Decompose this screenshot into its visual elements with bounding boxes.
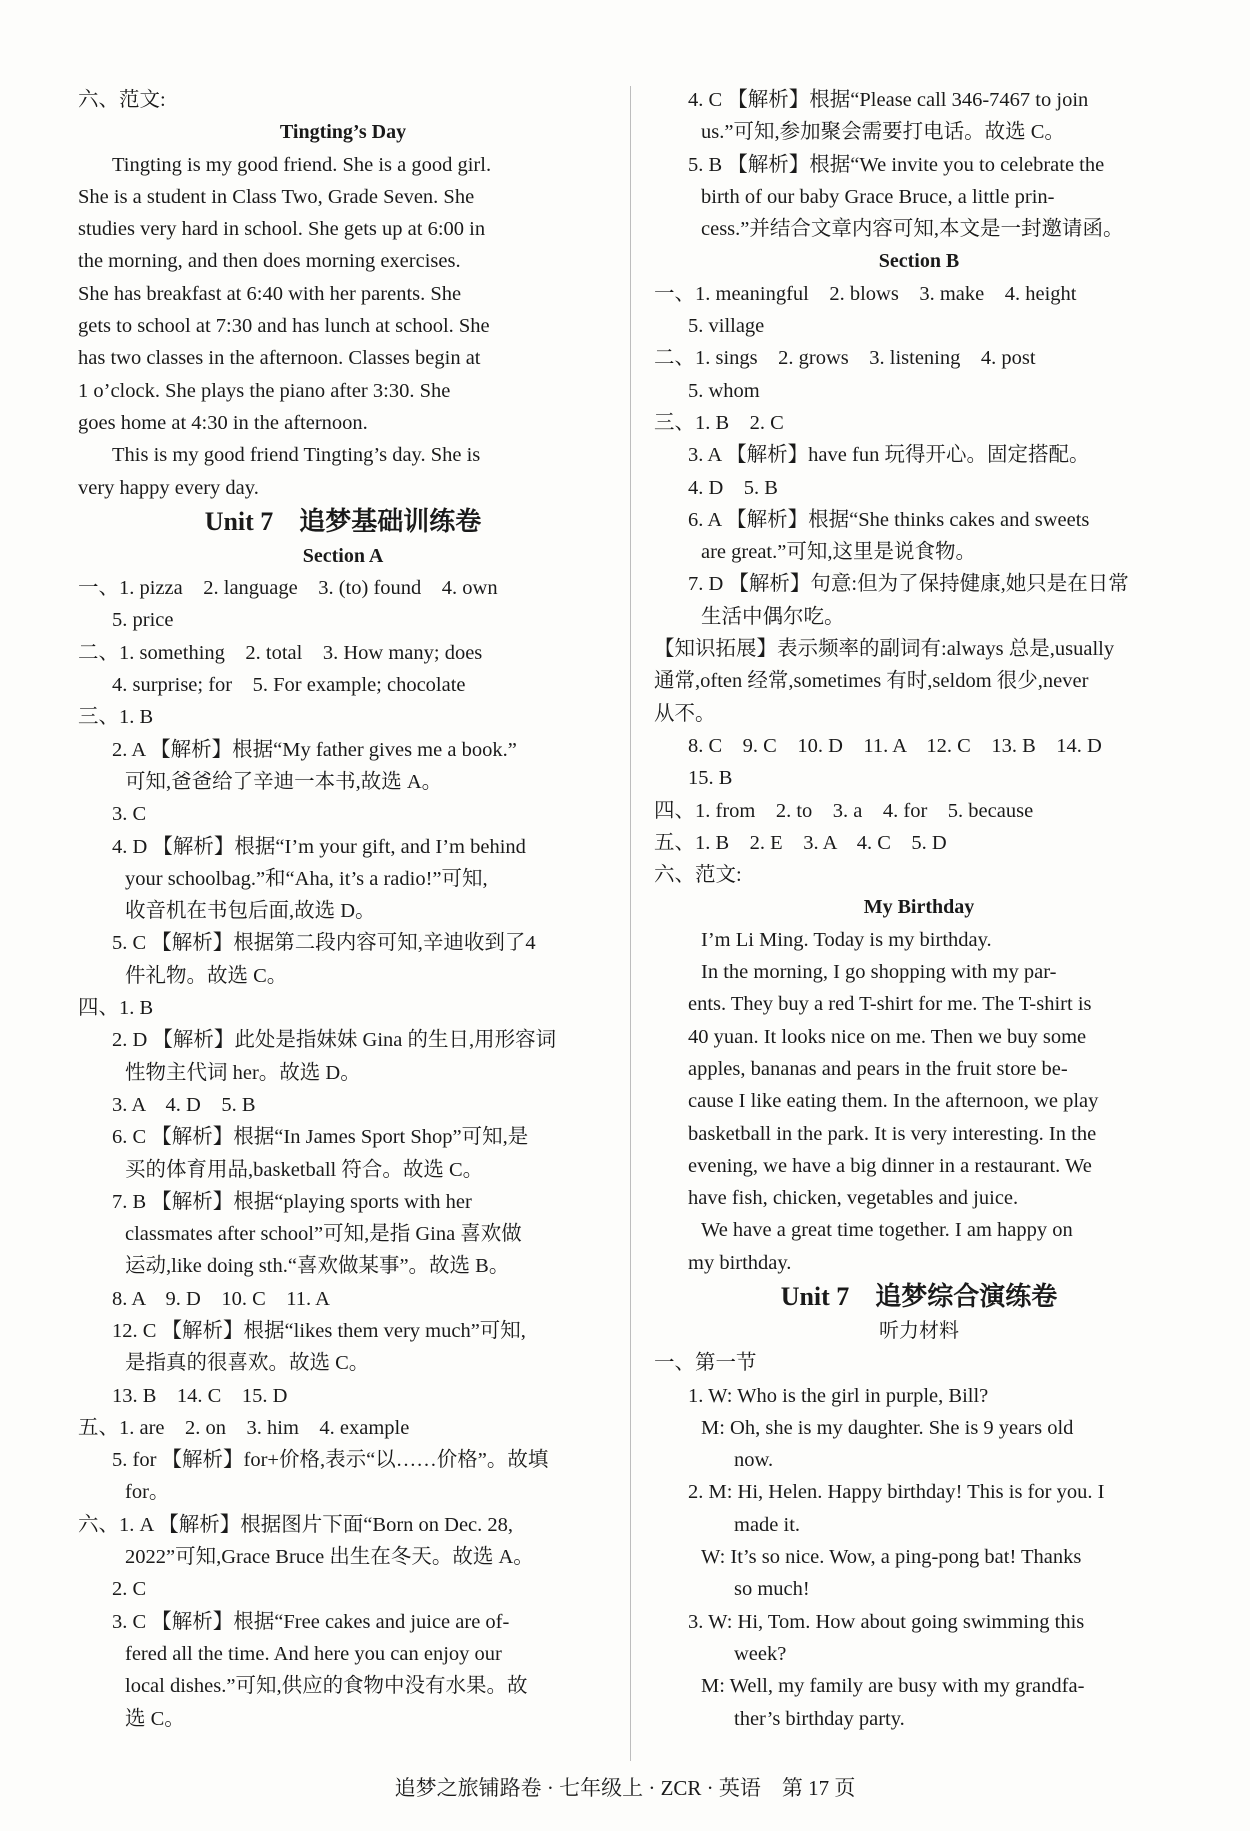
left-column-line: 5. price: [112, 609, 174, 632]
left-column-line: 3. A 4. D 5. B: [112, 1093, 256, 1116]
left-column-line: 选 C。: [125, 1707, 185, 1730]
right-column-line: 一、1. meaningful 2. blows 3. make 4. height: [654, 282, 1077, 305]
right-column-line: are great.”可知,这里是说食物。: [701, 541, 976, 564]
right-column-line: 通常,often 经常,sometimes 有时,seldom 很少,never: [654, 670, 1089, 693]
right-column-line: 二、1. sings 2. grows 3. listening 4. post: [654, 347, 1036, 370]
right-column-line: birth of our baby Grace Bruce, a little prin-: [701, 185, 1055, 208]
left-column: [78, 84, 608, 1735]
right-column-line: evening, we have a big dinner in a restaurant. We: [688, 1154, 1092, 1177]
right-column-line: cause I like eating them. In the afternoon, we play: [688, 1090, 1099, 1113]
right-column-line: W: It’s so nice. Wow, a ping-pong bat! Thanks: [701, 1546, 1082, 1569]
right-column: [654, 84, 1184, 1735]
right-column-line: have fish, chicken, vegetables and juice.: [688, 1187, 1019, 1210]
left-column-line: 一、1. pizza 2. language 3. (to) found 4. own: [78, 577, 498, 600]
right-column-line: now.: [734, 1449, 774, 1472]
left-column-line: 可知,爸爸给了辛迪一本书,故选 A。: [125, 770, 443, 793]
right-column-line: I’m Li Ming. Today is my birthday.: [701, 928, 992, 951]
left-column-line: fered all the time. And here you can enjoy our: [125, 1642, 502, 1665]
left-column-line: the morning, and then does morning exercises.: [78, 250, 461, 273]
left-column-line: 2022”可知,Grace Bruce 出生在冬天。故选 A。: [125, 1546, 534, 1569]
right-column-line: my birthday.: [688, 1251, 792, 1274]
right-column-line: 从不。: [654, 702, 716, 725]
left-column-line: This is my good friend Tingting’s day. She is: [112, 444, 481, 467]
left-column-line: local dishes.”可知,供应的食物中没有水果。故: [125, 1675, 528, 1698]
left-column-line: 买的体育用品,basketball 符合。故选 C。: [125, 1158, 484, 1181]
left-column-line: 8. A 9. D 10. C 11. A: [112, 1287, 330, 1310]
left-column-line: Tingting’s Day: [279, 121, 407, 144]
left-column-line: 四、1. B: [78, 997, 154, 1020]
left-column-line: 收音机在书包后面,故选 D。: [125, 900, 376, 923]
right-column-line: basketball in the park. It is very interesting. In the: [688, 1122, 1097, 1145]
right-column-line: 5. whom: [688, 379, 760, 402]
left-column-line: 五、1. are 2. on 3. him 4. example: [78, 1416, 410, 1439]
right-column-line: so much!: [734, 1578, 810, 1601]
left-column-line: very happy every day.: [78, 476, 259, 499]
left-column-line: Unit 7 追梦基础训练卷: [204, 506, 482, 536]
left-column-line: 2. A 【解析】根据“My father gives me a book.”: [112, 738, 517, 761]
left-column-line: 2. D 【解析】此处是指妹妹 Gina 的生日,用形容词: [112, 1029, 557, 1052]
left-column-line: 二、1. something 2. total 3. How many; does: [78, 641, 483, 664]
column-divider: [630, 86, 631, 1761]
left-column-line: 1 o’clock. She plays the piano after 3:30. She: [78, 379, 451, 402]
right-column-line: 40 yuan. It looks nice on me. Then we buy some: [688, 1025, 1087, 1048]
right-column-line: 生活中偶尔吃。: [701, 605, 845, 628]
right-column-line: 7. D 【解析】句意:但为了保持健康,她只是在日常: [688, 573, 1129, 596]
left-column-line: 5. for 【解析】for+价格,表示“以……价格”。故填: [112, 1449, 549, 1472]
right-column-line: In the morning, I go shopping with my par-: [701, 961, 1057, 984]
right-column-line: 五、1. B 2. E 3. A 4. C 5. D: [654, 831, 947, 854]
left-column-line: goes home at 4:30 in the afternoon.: [78, 411, 368, 434]
left-column-line: 性物主代词 her。故选 D。: [125, 1061, 361, 1084]
left-column-line: 7. B 【解析】根据“playing sports with her: [112, 1190, 472, 1213]
left-column-line: 4. surprise; for 5. For example; chocolate: [112, 674, 466, 697]
left-column-line: 三、1. B: [78, 706, 154, 729]
left-column-line: 5. C 【解析】根据第二段内容可知,辛迪收到了4: [112, 932, 536, 955]
right-column-line: us.”可知,参加聚会需要打电话。故选 C。: [701, 121, 1065, 144]
right-column-line: week?: [734, 1642, 787, 1665]
left-column-line: 2. C: [112, 1578, 147, 1601]
left-column-line: 六、1. A 【解析】根据图片下面“Born on Dec. 28,: [78, 1513, 514, 1536]
right-column-line: M: Oh, she is my daughter. She is 9 years old: [701, 1416, 1074, 1439]
left-column-line: has two classes in the afternoon. Classes begin at: [78, 347, 481, 370]
left-column-line: Tingting is my good friend. She is a good girl.: [112, 153, 492, 176]
right-column-line: 4. D 5. B: [688, 476, 778, 499]
right-column-line: 3. A 【解析】have fun 玩得开心。固定搭配。: [688, 444, 1090, 467]
left-column-line: She has breakfast at 6:40 with her parents. She: [78, 282, 462, 305]
right-column-line: 4. C 【解析】根据“Please call 346-7467 to join: [688, 89, 1089, 111]
right-column-line: 听力材料: [879, 1319, 959, 1342]
page-footer: 追梦之旅铺路卷 · 七年级上 · ZCR · 英语 第 17 页: [394, 1776, 856, 1800]
left-column-line: 是指真的很喜欢。故选 C。: [125, 1352, 370, 1375]
right-column-line: 5. B 【解析】根据“We invite you to celebrate the: [688, 153, 1105, 176]
left-column-line: 六、范文:: [78, 89, 166, 111]
left-column-line: for。: [125, 1481, 170, 1504]
right-column-line: 5. village: [688, 315, 765, 338]
right-column-line: 8. C 9. C 10. D 11. A 12. C 13. B 14. D: [688, 734, 1102, 757]
right-column-line: 四、1. from 2. to 3. a 4. for 5. because: [654, 799, 1034, 822]
right-column-line: Section B: [878, 250, 960, 273]
left-column-line: your schoolbag.”和“Aha, it’s a radio!”可知,: [125, 867, 488, 890]
left-column-line: 4. D 【解析】根据“I’m your gift, and I’m behind: [112, 835, 526, 858]
left-column-line: Section A: [302, 544, 384, 567]
right-column-line: 15. B: [688, 767, 733, 790]
left-column-line: gets to school at 7:30 and has lunch at school. She: [78, 315, 490, 338]
right-column-line: 三、1. B 2. C: [654, 411, 784, 434]
left-column-line: 6. C 【解析】根据“In James Sport Shop”可知,是: [112, 1126, 529, 1149]
left-column-line: studies very hard in school. She gets up at 6:00 in: [78, 218, 486, 241]
right-column-line: My Birthday: [863, 896, 975, 919]
right-column-line: cess.”并结合文章内容可知,本文是一封邀请函。: [701, 218, 1124, 241]
left-column-line: 3. C 【解析】根据“Free cakes and juice are of-: [112, 1610, 510, 1633]
right-column-line: apples, bananas and pears in the fruit store be-: [688, 1057, 1068, 1080]
right-column-line: made it.: [734, 1513, 801, 1536]
left-column-line: classmates after school”可知,是指 Gina 喜欢做: [125, 1223, 522, 1246]
right-column-line: ther’s birthday party.: [734, 1707, 905, 1730]
left-column-line: 12. C 【解析】根据“likes them very much”可知,: [112, 1319, 526, 1342]
right-column-line: Unit 7 追梦综合演练卷: [780, 1281, 1058, 1311]
right-column-line: 2. M: Hi, Helen. Happy birthday! This is for you. I: [688, 1481, 1105, 1504]
right-column-line: 6. A 【解析】根据“She thinks cakes and sweets: [688, 508, 1090, 531]
left-column-line: 13. B 14. C 15. D: [112, 1384, 288, 1407]
right-column-line: ents. They buy a red T-shirt for me. The T-shirt is: [688, 993, 1092, 1016]
right-column-line: We have a great time together. I am happy on: [701, 1219, 1073, 1242]
right-column-line: 六、范文:: [654, 864, 742, 887]
left-column-line: 运动,like doing sth.“喜欢做某事”。故选 B。: [125, 1255, 510, 1278]
right-column-line: 一、第一节: [654, 1352, 757, 1375]
left-column-line: 3. C: [112, 803, 147, 826]
left-column-line: She is a student in Class Two, Grade Seven. She: [78, 185, 475, 208]
right-column-line: M: Well, my family are busy with my grandfa-: [701, 1675, 1085, 1698]
left-column-line: 件礼物。故选 C。: [125, 964, 288, 987]
right-column-line: 【知识拓展】表示频率的副词有:always 总是,usually: [654, 638, 1115, 661]
right-column-line: 1. W: Who is the girl in purple, Bill?: [688, 1384, 989, 1407]
right-column-line: 3. W: Hi, Tom. How about going swimming this: [688, 1610, 1085, 1633]
